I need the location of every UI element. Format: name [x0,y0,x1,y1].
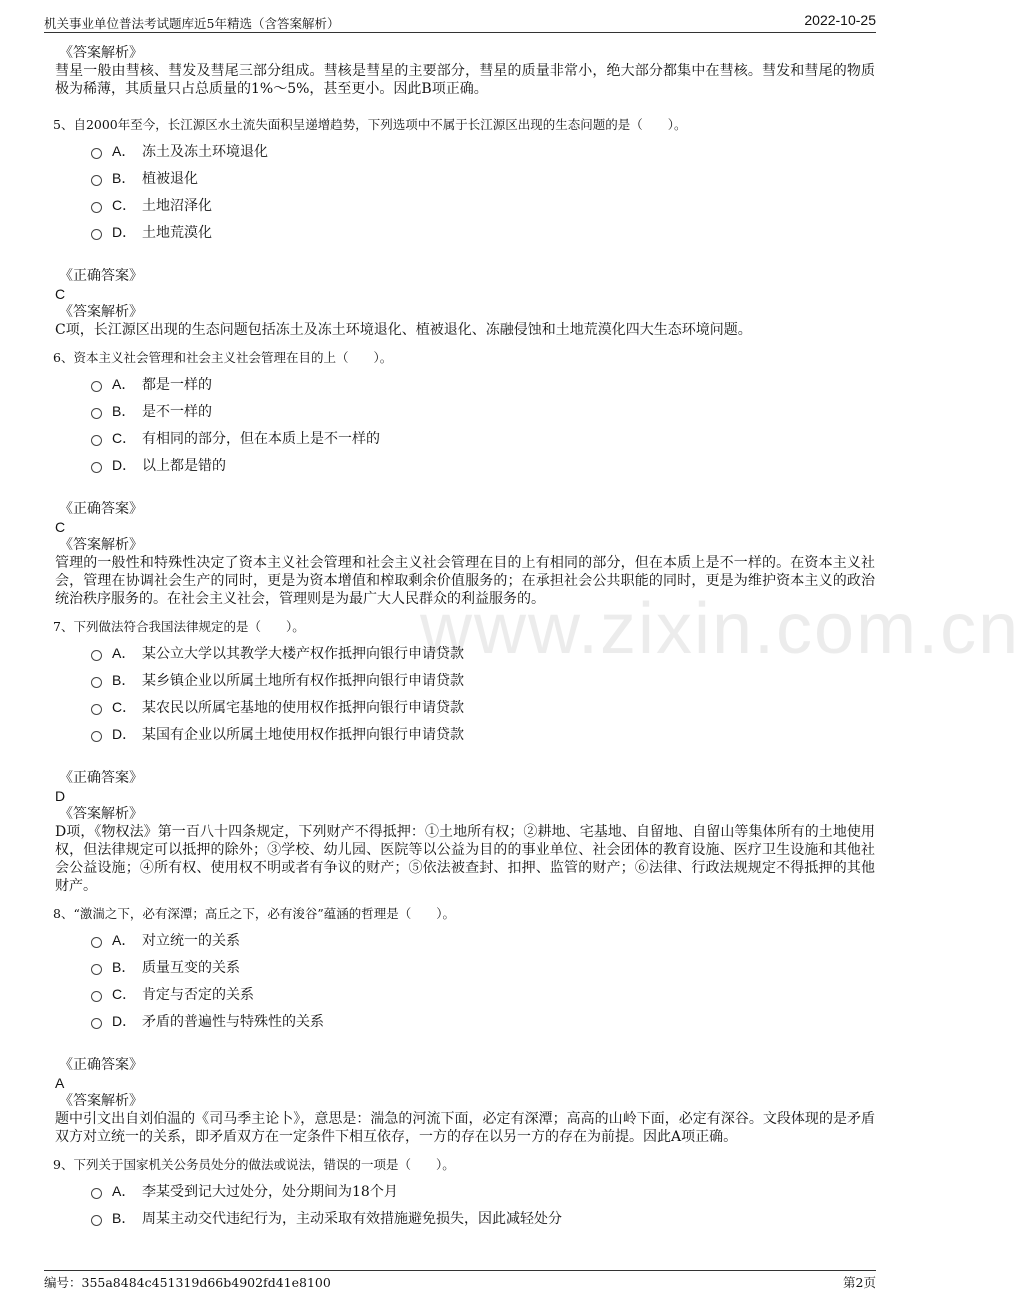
option-c[interactable]: C． 某农民以所属宅基地的使用权作抵押向银行申请贷款 [91,693,875,720]
option-d[interactable]: D． 矛盾的普遍性与特殊性的关系 [91,1007,875,1034]
question-block [55,349,875,608]
option-d[interactable]: D． 某国有企业以所属土地使用权作抵押向银行申请贷款 [91,720,875,747]
radio-icon[interactable] [91,462,102,473]
radio-icon[interactable] [91,650,102,661]
explanation-label: 《答案解析》 [59,806,143,822]
page-header [44,12,876,33]
radio-icon[interactable] [91,677,102,688]
option-a[interactable]: A． 对立统一的关系 [91,926,875,953]
explanation-text: 题中引文出自刘伯温的《司马季主论卜》，意思是：湍急的河流下面，必定有深潭；高高的山岭下面，必定有深谷。文段体现的是矛盾双方对立统一的关系，即矛盾双方在一定条件下相互依存，一方的存在以另一方的存在为前提。因此A项正确。 [55,1111,875,1145]
explanation-label: 《答案解析》 [59,45,143,61]
radio-icon[interactable] [91,435,102,446]
explanation-label: 《答案解析》 [59,304,143,320]
option-b[interactable]: B． 周某主动交代违纪行为，主动采取有效措施避免损失，因此减轻处分 [91,1204,875,1231]
question-block [55,905,875,1146]
radio-icon[interactable] [91,1188,102,1199]
explanation-text: C项，长江源区出现的生态问题包括冻土及冻土环境退化、植被退化、冻融侵蚀和土地荒漠化四大生态环境问题。 [55,322,752,338]
option-a[interactable]: A． 李某受到记大过处分，处分期间为18个月 [91,1177,875,1204]
explanation-text: D项，《物权法》第一百八十四条规定，下列财产不得抵押：①土地所有权；②耕地、宅基地、自留地、自留山等集体所有的土地使用权，但法律规定可以抵押的除外；③学校、幼儿园、医院等以公益为目的的事业单位、社会团体的教育设施、医疗卫生设施和其他社会公益设施；④所有权、使用权不明或者有争议的财产；⑤依法被查封、扣押、监管的财产；⑥法律、行政法规规定不得抵押的其他财产。 [55,824,875,894]
explanation-label: 《答案解析》 [59,1093,143,1109]
radio-icon[interactable] [91,202,102,213]
options-list [91,1177,875,1231]
explanation-block [55,44,875,98]
option-d[interactable]: D． 以上都是错的 [91,451,875,478]
radio-icon[interactable] [91,148,102,159]
explanation-text: 管理的一般性和特殊性决定了资本主义社会管理和社会主义社会管理在目的上有相同的部分，但在本质上是不一样的。在资本主义社会，管理在协调社会生产的同时，更是为资本增值和榨取剩余价值服务的；在承担社会公共职能的同时，更是为维护资本主义的政治统治秩序服务的。在社会主义社会，管理则是为最广大人民群众的利益服务的。 [55,555,875,607]
explanation-text: 彗星一般由彗核、彗发及彗尾三部分组成。彗核是彗星的主要部分，彗星的质量非常小，绝大部分都集中在彗核。彗发和彗尾的物质极为稀薄，其质量只占总质量的1%～5%，甚至更小。因此B项正确。 [55,63,875,97]
radio-icon[interactable] [91,937,102,948]
option-b[interactable]: B． 某乡镇企业以所属土地所有权作抵押向银行申请贷款 [91,666,875,693]
radio-icon[interactable] [91,175,102,186]
option-b[interactable]: B． 植被退化 [91,164,875,191]
option-b[interactable]: B． 质量互变的关系 [91,953,875,980]
radio-icon[interactable] [91,1018,102,1029]
option-c[interactable]: C． 有相同的部分，但在本质上是不一样的 [91,424,875,451]
options-list [91,137,875,245]
question-block [55,618,875,895]
options-list [91,370,875,478]
question-text: 8、“激湍之下，必有深潭；高丘之下，必有浚谷”蕴涵的哲理是（ ）。 [53,906,455,921]
option-c[interactable]: C． 肯定与否定的关系 [91,980,875,1007]
radio-icon[interactable] [91,991,102,1002]
page-footer [44,1270,876,1291]
option-c[interactable]: C． 土地沼泽化 [91,191,875,218]
radio-icon[interactable] [91,1215,102,1226]
option-b[interactable]: B． 是不一样的 [91,397,875,424]
option-a[interactable]: A． 冻土及冻土环境退化 [91,137,875,164]
watermark: www.zixin.com.cn [420,589,1020,669]
document-date: 2022-10-25 [804,12,876,28]
explanation-label: 《答案解析》 [59,537,143,553]
options-list [91,926,875,1034]
option-a[interactable]: A． 都是一样的 [91,370,875,397]
document-title: 机关事业单位普法考试题库近5年精选（含答案解析） [44,16,340,31]
answer-value: A [55,1075,65,1091]
radio-icon[interactable] [91,704,102,715]
question-text: 7、下列做法符合我国法律规定的是（ ）。 [53,619,305,634]
radio-icon[interactable] [91,381,102,392]
document-code: 编号：355a8484c451319d66b4902fd41e8100 [44,1275,331,1290]
answer-label: 《正确答案》 [59,501,143,517]
answer-label: 《正确答案》 [59,1057,143,1073]
option-a[interactable]: A． 某公立大学以其教学大楼产权作抵押向银行申请贷款 [91,639,875,666]
radio-icon[interactable] [91,408,102,419]
answer-label: 《正确答案》 [59,770,143,786]
page-content [55,44,875,1231]
question-block [55,116,875,339]
radio-icon[interactable] [91,229,102,240]
answer-value: C [55,519,66,535]
option-d[interactable]: D． 土地荒漠化 [91,218,875,245]
options-list [91,639,875,747]
answer-label: 《正确答案》 [59,268,143,284]
question-block [55,1156,875,1231]
radio-icon[interactable] [91,731,102,742]
question-text: 9、下列关于国家机关公务员处分的做法或说法，错误的一项是（ ）。 [53,1157,455,1172]
radio-icon[interactable] [91,964,102,975]
question-text: 5、自2000年至今，长江源区水土流失面积呈递增趋势，下列选项中不属于长江源区出现的生态问题的是（ ）。 [53,117,687,132]
question-text: 6、资本主义社会管理和社会主义社会管理在目的上（ ）。 [53,350,393,365]
answer-value: C [55,286,66,302]
page-number: 第2页 [843,1275,876,1290]
answer-value: D [55,788,66,804]
